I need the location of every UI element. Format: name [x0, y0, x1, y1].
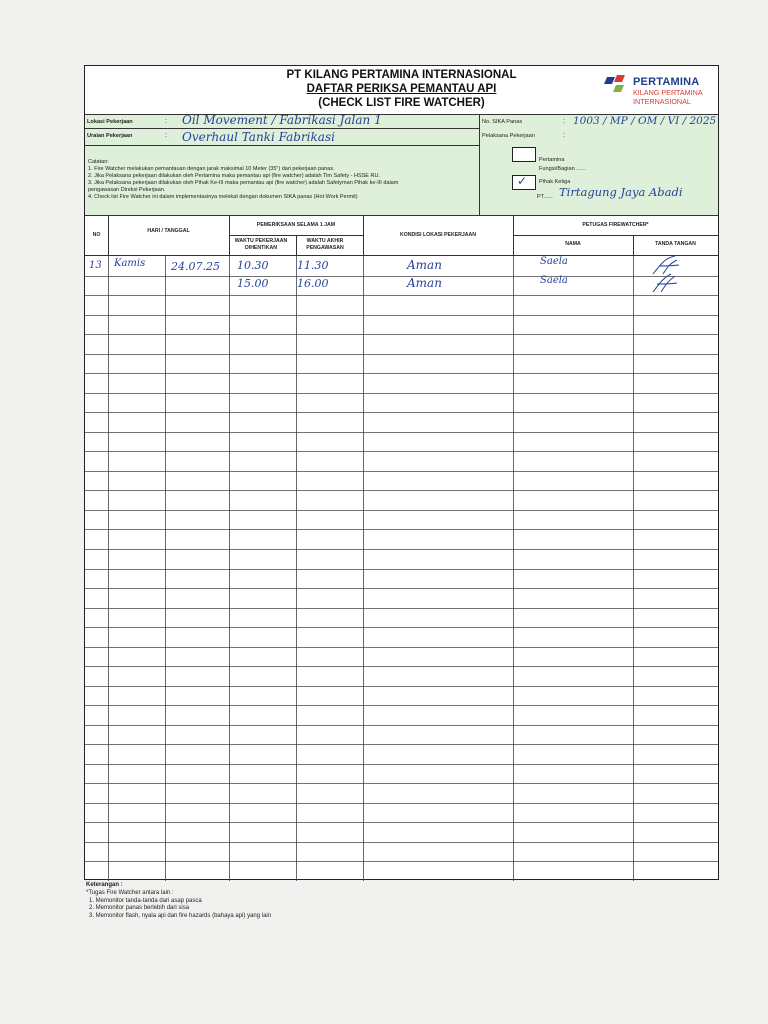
lokasi-label: Lokasi Pekerjaan	[87, 119, 133, 125]
lokasi-value[interactable]: Oil Movement / Fabrikasi Jalan 1	[182, 113, 382, 127]
row-2-nama[interactable]: Saela	[540, 275, 568, 286]
company-name: PT KILANG PERTAMINA INTERNASIONAL	[286, 69, 517, 81]
th-waktu-dihentikan: WAKTU PEKERJAAN DIHENTIKAN	[234, 238, 288, 251]
catatan-item-3b: pengawasan Direksi Pekerjaan.	[88, 187, 166, 193]
footer-line-1: *Tugas Fire Watcher antara lain :	[86, 889, 174, 896]
th-hari: HARI / TANGGAL	[147, 228, 190, 234]
catatan-title: Catatan:	[88, 159, 109, 165]
form-sheet	[84, 65, 719, 880]
fungsi-label: Fungsi/Bagian ......	[539, 166, 586, 172]
logo-sub-2: INTERNASIONAL	[633, 97, 691, 106]
row-2-waktu-akhir[interactable]: 16.00	[297, 277, 329, 290]
form-title: DAFTAR PERIKSA PEMANTAU API	[306, 83, 497, 95]
table-header	[85, 216, 718, 256]
sika-colon: :	[563, 118, 565, 125]
row-1-tanggal[interactable]: 24.07.25	[171, 260, 220, 273]
uraian-colon: :	[165, 132, 167, 139]
row-1-kondisi[interactable]: Aman	[407, 258, 442, 272]
pertamina-logo	[603, 72, 715, 112]
catatan-item-2: 2. Jika Pelaksana pekerjaan dilakukan oleh Pertamina maka pemantau api (fire watcher) adalah Tim Safety - HSSE RU.	[88, 173, 380, 179]
logo-sub-1: KILANG PERTAMINA	[633, 88, 703, 97]
pelaksana-label: Pelaksana Pekerjaan	[482, 133, 535, 139]
table-grid-lines	[85, 256, 718, 881]
pihak-ketiga-label: Pihak Ketiga	[539, 179, 571, 185]
uraian-value[interactable]: Overhaul Tanki Fabrikasi	[182, 130, 335, 144]
row-1-no[interactable]: 13	[89, 260, 102, 271]
row-1-nama[interactable]: Saela	[540, 256, 568, 267]
logo-name: PERTAMINA	[633, 76, 700, 88]
sika-label: No. SIKA Panas	[482, 119, 523, 125]
th-no: NO	[92, 232, 101, 238]
th-pemeriksaan: PEMERIKSAAN SELAMA 1 JAM	[256, 222, 336, 228]
th-ttd: TANDA TANGAN	[655, 241, 696, 247]
catatan-item-4: 4. Check list Fire Watcher ini dalam implementasinya melekat dengan dokumen SIKA panas (Hot Work Permit)	[88, 194, 358, 200]
row-2-signature	[647, 272, 687, 294]
th-petugas: PETUGAS FIREWATCHER*	[582, 222, 649, 228]
pertamina-logo-icon	[603, 74, 629, 98]
footer-title: Keterangan :	[86, 882, 123, 888]
check-mark: ✓	[517, 174, 528, 188]
catatan-item-3: 3. Jika Pelaksana pekerjaan dilakukan oleh Pihak Ke-III maka pemantau api (fire watcher) adalah Safetyman Pihak ke-III dalam	[88, 180, 399, 186]
th-nama: NAMA	[565, 241, 581, 247]
lokasi-colon: :	[165, 118, 167, 125]
footer-line-4: 3. Memonitor flash, nyala api dan fire hazards (bahaya api) yang lain	[89, 913, 272, 920]
pihak-ketiga-checkbox[interactable]	[512, 175, 536, 190]
form-subtitle: (CHECK LIST FIRE WATCHER)	[318, 97, 485, 109]
pertamina-checkbox[interactable]	[512, 147, 536, 162]
form-header	[85, 66, 718, 115]
row-1-waktu-akhir[interactable]: 11.30	[297, 259, 329, 272]
row-2-waktu-dihentikan[interactable]: 15.00	[237, 277, 269, 290]
table-header-lines	[85, 216, 718, 256]
th-waktu-akhir: WAKTU AKHIR PENGAWASAN	[306, 238, 344, 251]
fire-watch-table	[85, 256, 718, 881]
pelaksana-colon: :	[563, 132, 565, 139]
pt-value[interactable]: Tirtagung Jaya Abadi	[559, 185, 683, 199]
footer-notes	[86, 882, 271, 921]
sika-value[interactable]: 1003 / MP / OM / VI / 2025	[573, 115, 717, 127]
pertamina-label: Pertamina	[539, 157, 565, 163]
row-1-hari[interactable]: Kamis	[114, 258, 146, 269]
row-2-kondisi[interactable]: Aman	[407, 276, 442, 290]
row-1-waktu-dihentikan[interactable]: 10.30	[237, 259, 269, 272]
uraian-label: Uraian Pekerjaan	[87, 133, 133, 139]
footer-line-2: 1. Memonitor tanda-tanda dari asap pasca	[89, 897, 202, 904]
footer-line-3: 2. Memonitor panas berlebih dari sisa	[89, 905, 190, 912]
catatan-item-1: 1. Fire Watcher melakukan pemantauan dengan jarak maksimal 10 Meter (35") dari pekerjaan panas.	[88, 166, 335, 172]
pt-label: PT......	[537, 194, 553, 200]
info-section	[85, 115, 718, 216]
th-kondisi: KONDISI LOKASI PEKERJAAN	[399, 232, 477, 238]
